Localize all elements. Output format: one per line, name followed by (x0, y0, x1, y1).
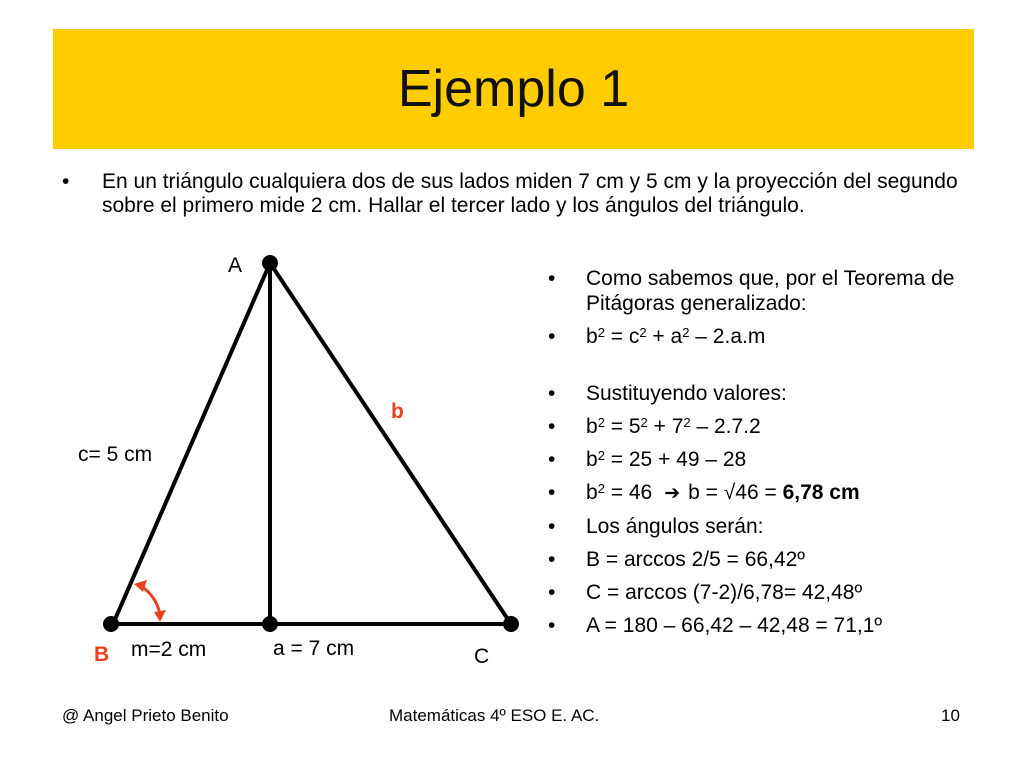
label-vertex-b: B (94, 643, 110, 666)
intro-text: En un triángulo cualquiera dos de sus lados miden 7 cm y 5 cm y la proyección del segundo sobre el primero mide 2 cm. Hallar el tercer lado y los ángulos del triángulo. (102, 170, 958, 217)
list-item (548, 414, 988, 439)
label-side-a: a = 7 cm (273, 637, 355, 660)
label-vertex-a: A (228, 254, 243, 277)
vertex-b-dot (103, 616, 119, 632)
bullet-marker: • (548, 415, 556, 438)
list-item (548, 514, 988, 539)
label-projection-m: m=2 cm (131, 638, 207, 661)
vertex-c-dot (503, 616, 519, 632)
side-b (270, 263, 511, 624)
list-item (548, 447, 988, 472)
bullet-marker: • (548, 267, 556, 290)
step-text: Como sabemos que, por el Teorema de Pitágoras generalizado: (586, 267, 955, 315)
angle-a-formula: A = 180 – 66,42 – 42,48 = 71,1º (586, 614, 883, 637)
formula-numeric: $b^2 = 25 + 49 - 28$ (586, 448, 747, 471)
label-side-b: b (391, 400, 404, 423)
bullet-marker: • (548, 382, 556, 405)
list-item (548, 613, 988, 638)
formula-result: $b^2 = 46$ ➔ b = √46 = 6,78 cm (586, 481, 860, 504)
bullet-marker: • (548, 581, 556, 604)
result-value: 6,78 cm (782, 481, 860, 504)
solution-steps (548, 266, 988, 646)
bullet-marker: • (548, 448, 556, 471)
vertex-a-dot (262, 255, 278, 271)
list-item (548, 547, 988, 572)
list-item (548, 324, 988, 349)
angle-c-formula: C = arccos (7-2)/6,78= 42,48º (586, 581, 863, 604)
bullet-marker: • (548, 325, 556, 348)
formula-general: $b^2 = c^2 + a^2 - 2.a.m$ (586, 325, 766, 348)
footer-course: Matemáticas 4º ESO E. AC. (389, 706, 600, 725)
step-text: Los ángulos serán: (586, 515, 764, 538)
bullet-marker: • (548, 614, 556, 637)
footer-page-number: 10 (941, 706, 960, 725)
arrow-right-icon: ➔ (664, 483, 681, 504)
angle-b-formula: B = arccos 2/5 = 66,42º (586, 548, 805, 571)
list-item (548, 381, 988, 406)
bullet-marker: • (548, 515, 556, 538)
list-item (548, 580, 988, 605)
formula-substituted: $b^2 = 5^2 + 7^2 - 2.7.2$ (586, 415, 761, 438)
angle-b-arrow (134, 580, 166, 622)
list-item (548, 266, 988, 316)
label-side-c: c= 5 cm (78, 443, 153, 466)
foot-of-height-dot (262, 616, 278, 632)
bullet-marker: • (548, 481, 556, 504)
list-item (548, 480, 988, 506)
bullet-marker: • (62, 170, 70, 193)
bullet-marker: • (548, 548, 556, 571)
step-text: Sustituyendo valores: (586, 382, 787, 405)
footer-author: @ Angel Prieto Benito (62, 706, 229, 725)
label-vertex-c: C (474, 645, 490, 668)
slide-title: Ejemplo 1 (397, 60, 630, 118)
